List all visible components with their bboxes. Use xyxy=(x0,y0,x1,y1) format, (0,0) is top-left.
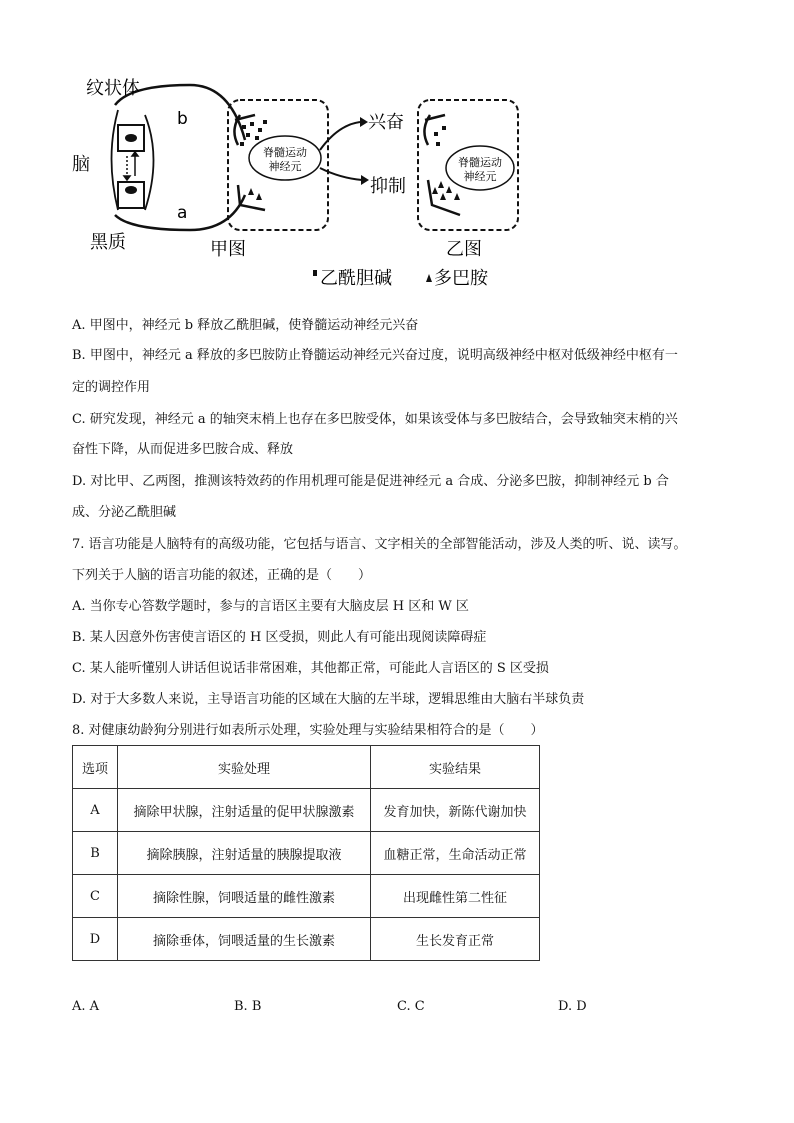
option-6d-line2: 成、分泌乙酰胆碱 xyxy=(72,505,177,520)
table-row xyxy=(73,789,540,832)
cell-treatment: 摘除性腺，饲喂适量的雌性激素 xyxy=(118,875,371,918)
label-substantia-nigra: 黑质 xyxy=(90,232,126,253)
option-6c-line2: 奋性下降，从而促进多巴胺合成、释放 xyxy=(72,442,294,457)
legend-ach-marker xyxy=(313,270,317,276)
answer-a: A. A xyxy=(72,999,100,1014)
option-6b-line1: B. 甲图中，神经元 a 释放的多巴胺防止脊髓运动神经元兴奋过度，说明高级神经中枢对低级神经中枢有一 xyxy=(72,348,678,363)
option-7d: D. 对于大多数人来说，主导语言功能的区域在大脑的左半球，逻辑思维由大脑右半球负责 xyxy=(72,692,585,707)
cell-option: B xyxy=(73,832,118,875)
option-6c-line1: C. 研究发现，神经元 a 的轴突末梢上也存在多巴胺受体，如果该受体与多巴胺结合，会导致轴突末梢的兴 xyxy=(72,412,678,427)
experiment-table xyxy=(72,745,540,961)
legend-dopamine: 多巴胺 xyxy=(434,268,488,289)
table-row xyxy=(73,918,540,961)
answer-c: C. C xyxy=(397,999,425,1014)
answer-d: D. D xyxy=(558,999,587,1014)
label-neuron-a: a xyxy=(177,203,188,223)
label-striatum: 纹状体 xyxy=(86,78,140,99)
motor-neuron-yi-label-1: 脊髓运动 xyxy=(458,156,502,169)
cell-treatment: 摘除胰腺，注射适量的胰腺提取液 xyxy=(118,832,371,875)
substantia-nigra-box xyxy=(118,182,144,208)
answer-b: B. B xyxy=(234,999,262,1014)
label-fig-yi: 乙图 xyxy=(446,239,482,260)
label-neuron-b: b xyxy=(177,109,188,129)
table-header-row xyxy=(73,746,540,789)
neuron-diagram xyxy=(70,70,530,300)
cell-result: 出现雌性第二性征 xyxy=(371,875,540,918)
label-brain: 脑 xyxy=(72,154,90,175)
label-inhibit: 抑制 xyxy=(370,176,406,197)
cell-treatment: 摘除甲状腺，注射适量的促甲状腺激素 xyxy=(118,789,371,832)
option-6b-line2: 定的调控作用 xyxy=(72,380,151,395)
cell-treatment: 摘除垂体，饲喂适量的生长激素 xyxy=(118,918,371,961)
header-treatment: 实验处理 xyxy=(118,746,371,789)
cell-result: 生长发育正常 xyxy=(371,918,540,961)
header-option: 选项 xyxy=(73,746,118,789)
table-row xyxy=(73,875,540,918)
cell-option: A xyxy=(73,789,118,832)
question-8: 8. 对健康幼龄狗分别进行如表所示处理，实验处理与实验结果相符合的是（ ） xyxy=(72,723,544,738)
header-result: 实验结果 xyxy=(371,746,540,789)
motor-neuron-label-2: 神经元 xyxy=(268,160,302,173)
cell-option: C xyxy=(73,875,118,918)
legend-ach: 乙酰胆碱 xyxy=(320,268,392,289)
cell-result: 血糖正常，生命活动正常 xyxy=(371,832,540,875)
option-7a: A. 当你专心答数学题时，参与的言语区主要有大脑皮层 H 区和 W 区 xyxy=(72,599,469,614)
motor-neuron-label-1: 脊髓运动 xyxy=(263,146,307,159)
option-6a: A. 甲图中，神经元 b 释放乙酰胆碱，使脊髓运动神经元兴奋 xyxy=(72,318,419,333)
cell-option: D xyxy=(73,918,118,961)
question-7-line1: 7. 语言功能是人脑特有的高级功能，它包括与语言、文字相关的全部智能活动，涉及人类的听、说、读写。 xyxy=(72,537,687,552)
cell-result: 发育加快，新陈代谢加快 xyxy=(371,789,540,832)
question-7-line2: 下列关于人脑的语言功能的叙述，正确的是（ ） xyxy=(72,568,372,583)
option-7b: B. 某人因意外伤害使言语区的 H 区受损，则此人有可能出现阅读障碍症 xyxy=(72,630,487,645)
label-fig-jia: 甲图 xyxy=(210,239,246,260)
legend-dopamine-marker xyxy=(426,274,432,282)
motor-neuron-yi-label-2: 神经元 xyxy=(463,170,497,183)
table-row xyxy=(73,832,540,875)
option-6d-line1: D. 对比甲、乙两图，推测该特效药的作用机理可能是促进神经元 a 合成、分泌多巴胺，抑制神经元 b 合 xyxy=(72,474,669,489)
label-excite: 兴奋 xyxy=(368,112,404,133)
option-7c: C. 某人能听懂别人讲话但说话非常困难，其他都正常，可能此人言语区的 S 区受损 xyxy=(72,661,549,676)
